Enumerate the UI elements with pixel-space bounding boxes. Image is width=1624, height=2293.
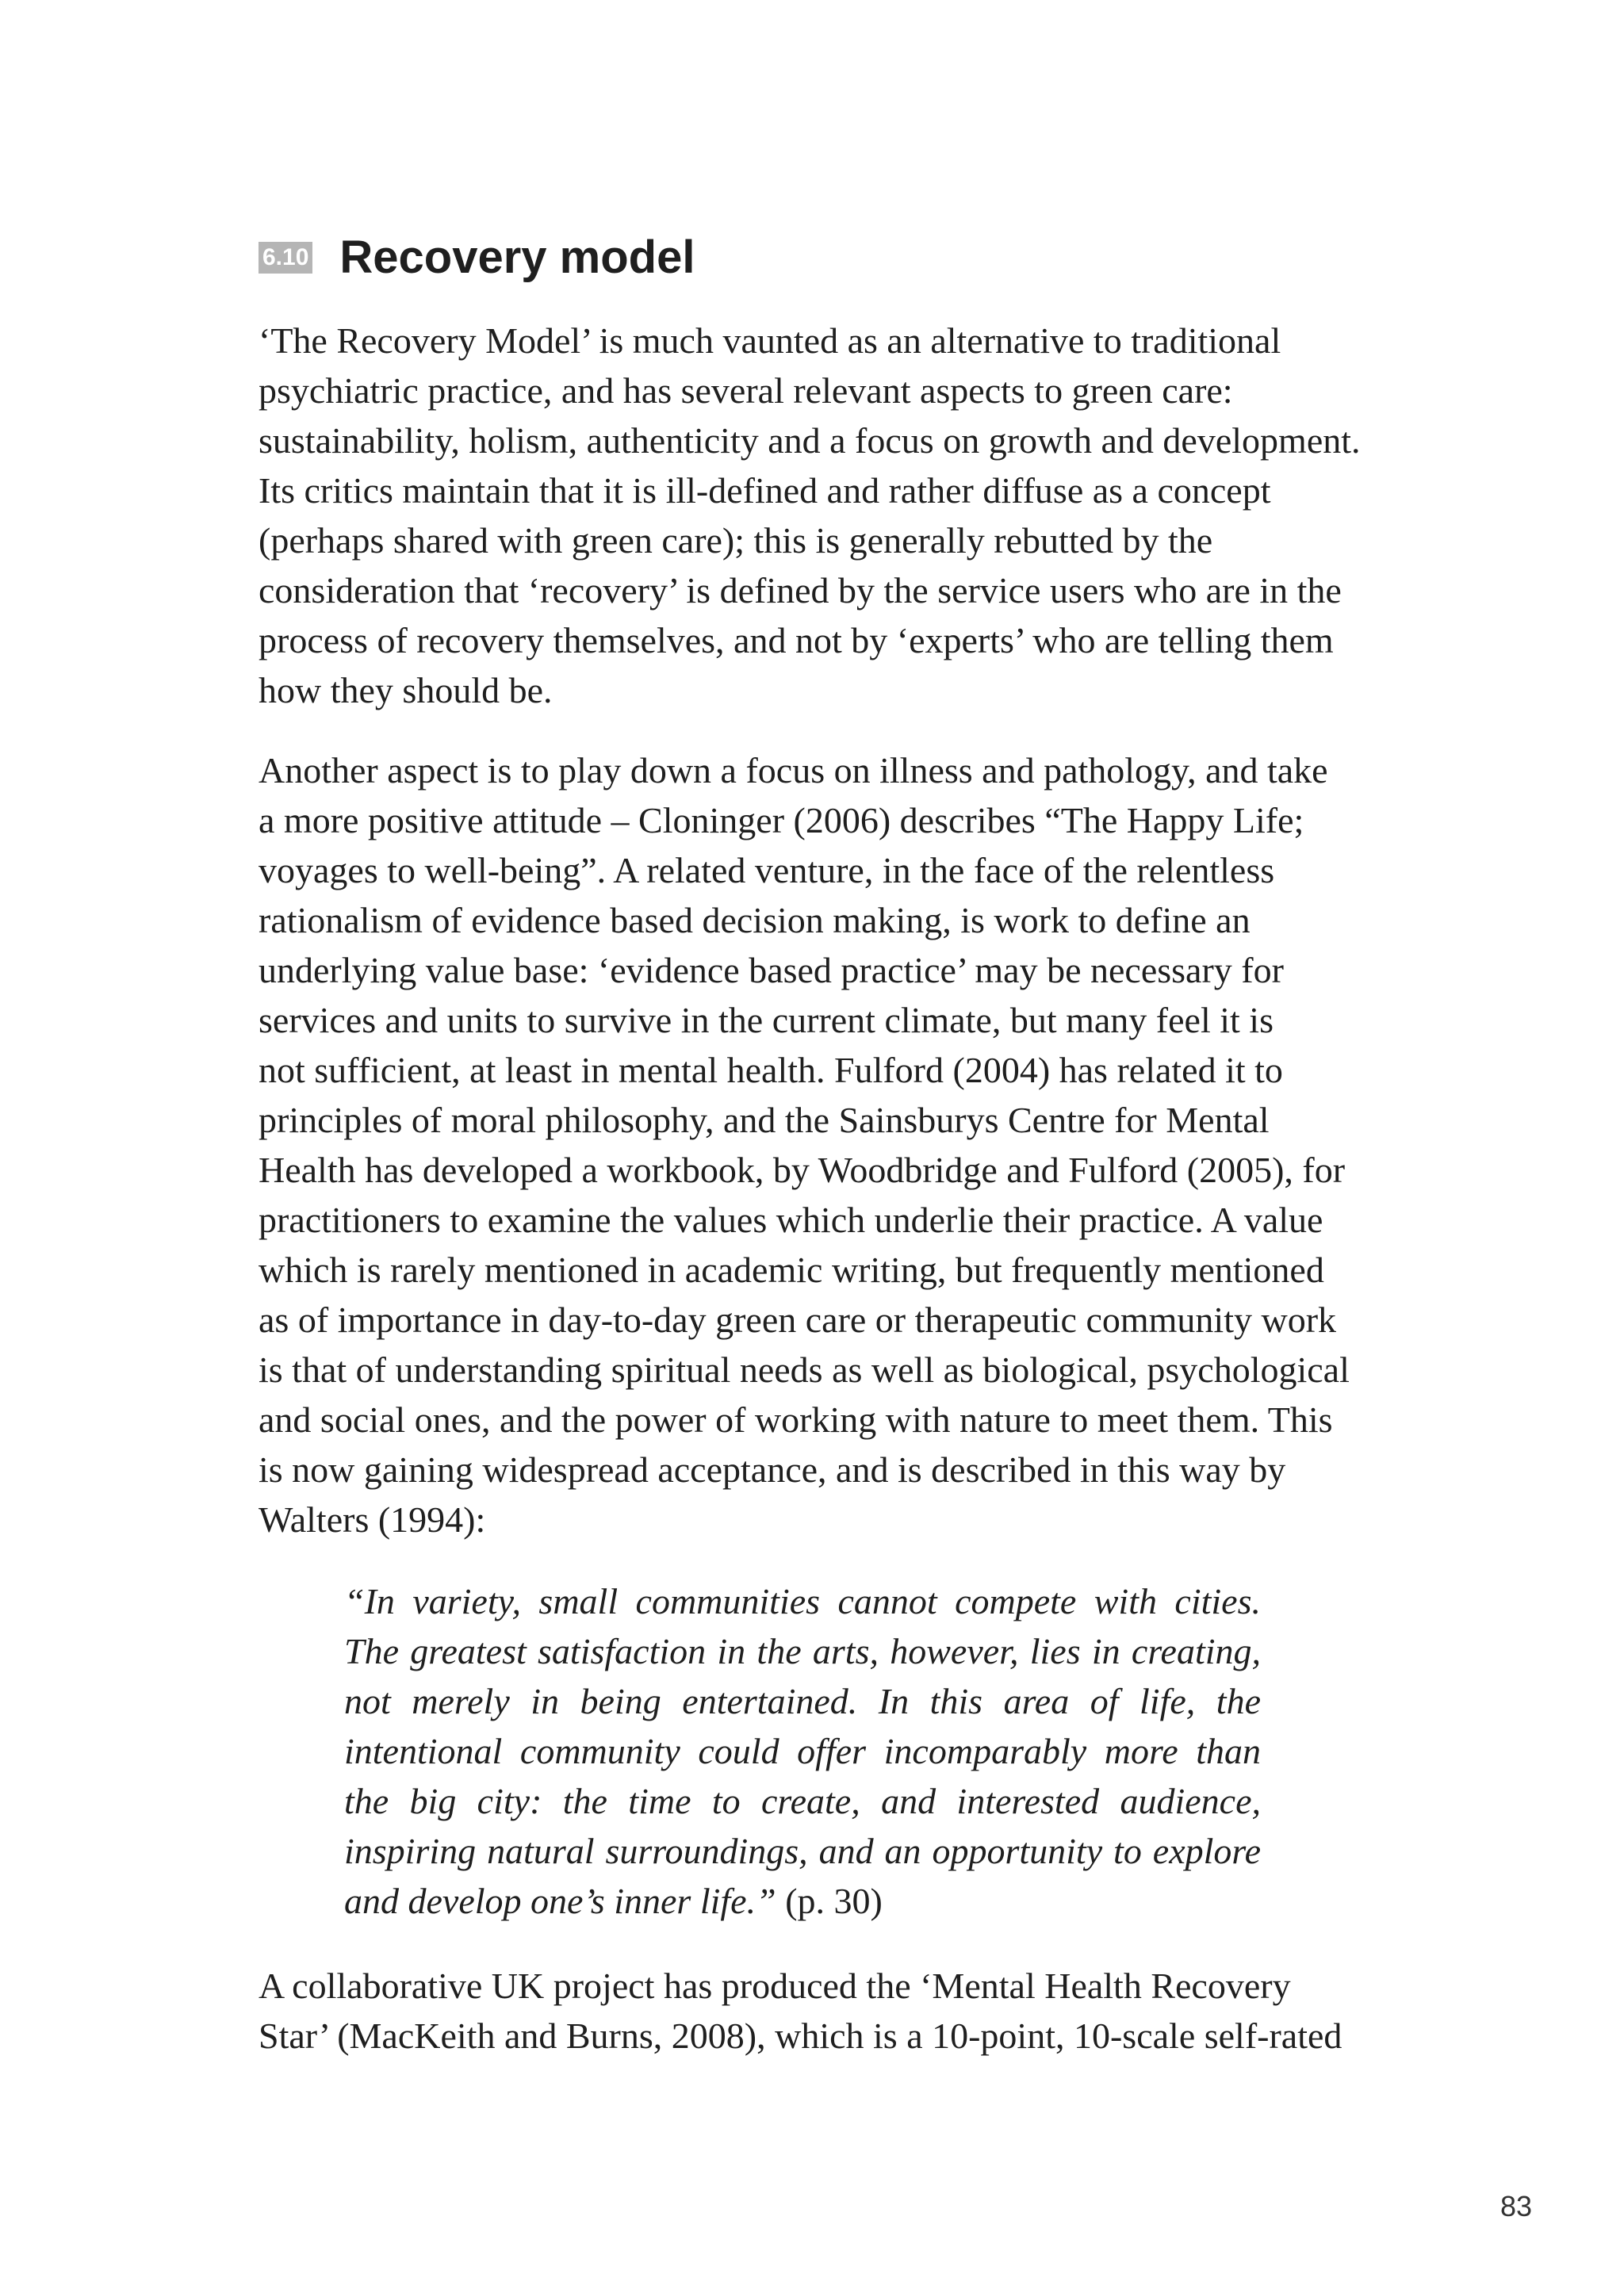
section-heading bbox=[259, 230, 695, 285]
section-number-badge: 6.10 bbox=[259, 242, 312, 274]
paragraph-2 bbox=[259, 745, 1392, 1545]
paragraph-line: (perhaps shared with green care); this is generally rebutted by the bbox=[259, 520, 1213, 561]
paragraph-line: consideration that ‘recovery’ is defined by the service users who are in the bbox=[259, 570, 1342, 611]
paragraph-line: A collaborative UK project has produced the ‘Mental Health Recovery bbox=[259, 1966, 1291, 2006]
quote-citation: (p. 30) bbox=[776, 1881, 883, 1921]
quote-text: “In variety, small communities cannot compete with cities. The greatest satisfaction in the arts, however, lies in creating, not merely in being entertained. In this area of life, the intentional community could offer incomparably more than the big city: the time to create, and interested audience, inspiring natural surroundings, and an opportunity to explore and develop one’s inner life.” bbox=[344, 1581, 1261, 1921]
paragraph-line: Health has developed a workbook, by Woodbridge and Fulford (2005), for bbox=[259, 1150, 1346, 1190]
section-title: Recovery model bbox=[339, 232, 695, 283]
paragraph-line: Walters (1994): bbox=[259, 1499, 486, 1540]
paragraph-line: Star’ (MacKeith and Burns, 2008), which is a 10-point, 10-scale self-rated bbox=[259, 2015, 1342, 2056]
paragraph-line: principles of moral philosophy, and the Sainsburys Centre for Mental bbox=[259, 1100, 1270, 1140]
page-number: 83 bbox=[1500, 2190, 1532, 2222]
paragraph-line: practitioners to examine the values which underlie their practice. A value bbox=[259, 1200, 1323, 1240]
paragraph-1 bbox=[259, 316, 1392, 715]
paragraph-line: process of recovery themselves, and not by ‘experts’ who are telling them bbox=[259, 620, 1334, 660]
paragraph-line: is now gaining widespread acceptance, and is described in this way by bbox=[259, 1449, 1286, 1490]
paragraph-line: voyages to well-being”. A related venture, in the face of the relentless bbox=[259, 850, 1275, 890]
paragraph-line: rationalism of evidence based decision making, is work to define an bbox=[259, 900, 1251, 940]
paragraph-line: how they should be. bbox=[259, 670, 553, 710]
paragraph-line: ‘The Recovery Model’ is much vaunted as an alternative to traditional bbox=[259, 320, 1281, 361]
paragraph-3 bbox=[259, 1961, 1392, 2061]
paragraph-line: underlying value base: ‘evidence based practice’ may be necessary for bbox=[259, 950, 1284, 990]
paragraph-line: services and units to survive in the current climate, but many feel it is bbox=[259, 1000, 1274, 1040]
paragraph-line: as of importance in day-to-day green care or therapeutic community work bbox=[259, 1300, 1337, 1340]
paragraph-line: is that of understanding spiritual needs as well as biological, psychological bbox=[259, 1349, 1350, 1390]
paragraph-line: which is rarely mentioned in academic writing, but frequently mentioned bbox=[259, 1250, 1324, 1290]
paragraph-line: Its critics maintain that it is ill-defined and rather diffuse as a concept bbox=[259, 470, 1271, 511]
paragraph-line: sustainability, holism, authenticity and a focus on growth and development. bbox=[259, 420, 1361, 461]
paragraph-line: psychiatric practice, and has several relevant aspects to green care: bbox=[259, 370, 1233, 411]
block-quote bbox=[344, 1576, 1261, 1926]
paragraph-line: and social ones, and the power of working with nature to meet them. This bbox=[259, 1399, 1333, 1440]
paragraph-line: not sufficient, at least in mental health. Fulford (2004) has related it to bbox=[259, 1050, 1283, 1090]
paragraph-line: Another aspect is to play down a focus on illness and pathology, and take bbox=[259, 750, 1328, 790]
paragraph-line: a more positive attitude – Cloninger (2006) describes “The Happy Life; bbox=[259, 800, 1304, 840]
